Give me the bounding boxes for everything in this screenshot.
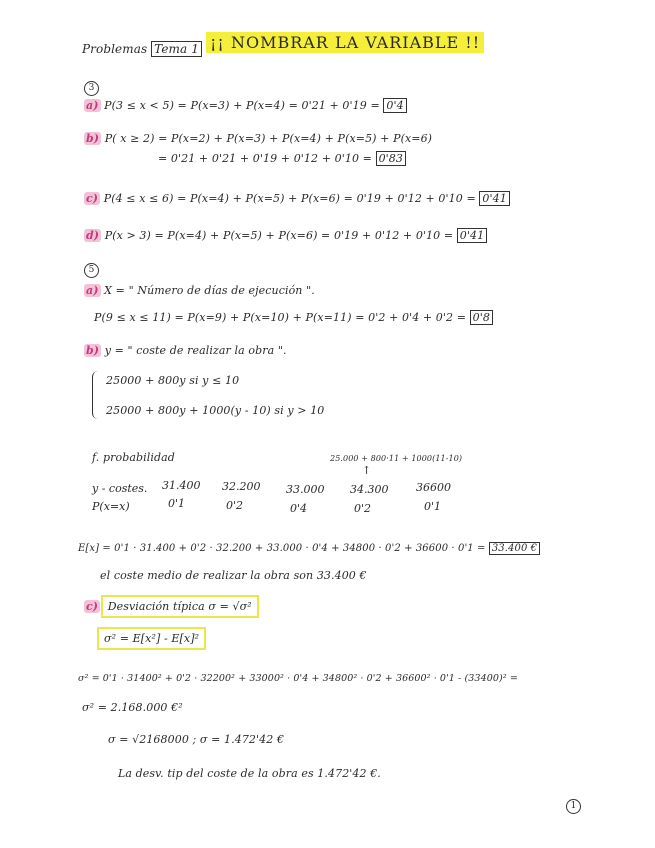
ex3-b2 [158, 152, 406, 166]
expectation-text: el coste medio de realizar la obra son 33.400 € [100, 569, 367, 582]
row1-cell: 36600 [416, 481, 451, 494]
row2-cell: 0'2 [226, 499, 244, 512]
ex5-a [84, 284, 315, 298]
sigma-line: σ = √2168000 ; σ = 1.472'42 € [108, 733, 285, 746]
ex3-c [84, 192, 510, 206]
ex3-d-result: 0'41 [457, 228, 487, 243]
expectation-formula: E[x] = 0'1 · 31.400 + 0'2 · 32.200 + 33.000 · 0'4 + 34800 · 0'2 + 36600 · 0'1 = [78, 543, 486, 554]
ex5-b-line1: y = " coste de realizar la obra ". [104, 344, 287, 357]
ex3-number [84, 80, 99, 96]
ex5-circle: 5 [84, 263, 99, 278]
ex3-b-line1: P( x ≥ 2) = P(x=2) + P(x=3) + P(x=4) + P(x=5) + P(x=6) [104, 132, 433, 145]
calc-note: 25.000 + 800·11 + 1000(11-10) [330, 454, 463, 463]
ex5-c-label: c) [86, 600, 99, 613]
header-title: Problemas [82, 42, 148, 56]
ex5-c [84, 600, 256, 614]
final-conclusion: La desv. tip del coste de la obra es 1.472'42 €. [118, 767, 381, 780]
ex5-b-label: b) [86, 344, 100, 357]
ex3-b-line2: = 0'21 + 0'21 + 0'19 + 0'12 + 0'10 = [158, 152, 372, 165]
expectation [78, 542, 540, 556]
row1-cell: 33.000 [286, 483, 325, 496]
row1-cell: 32.200 [222, 480, 261, 493]
cases-brace [92, 371, 101, 419]
case-1: 25000 + 800y si y ≤ 10 [106, 374, 240, 387]
ex3-a-result: 0'4 [383, 98, 406, 113]
header-row [82, 42, 211, 56]
page-number [566, 798, 581, 814]
ex3-a-text: P(3 ≤ x < 5) = P(x=3) + P(x=4) = 0'21 + 0'19 = [104, 99, 380, 112]
variance-definition: σ² = E[x²] - E[x]² [100, 630, 203, 647]
ex5-a-label: a) [86, 284, 99, 297]
ex3-b [84, 132, 432, 146]
ex3-b-result: 0'83 [376, 151, 406, 166]
variance-def-row [100, 632, 203, 646]
row1-cell: 31.400 [162, 479, 201, 492]
banner [206, 33, 484, 52]
row1-label: y - costes. [92, 482, 148, 495]
row2-label: P(x=x) [92, 500, 130, 513]
deviation-title: Desviación típica σ = √σ² [104, 598, 256, 615]
row2-cell: 0'1 [168, 497, 186, 510]
f-probabilidad: f. probabilidad [92, 451, 175, 464]
ex3-c-result: 0'41 [479, 191, 509, 206]
row2-cell: 0'1 [424, 500, 442, 513]
page-number-circle: 1 [566, 799, 581, 814]
note-arrow: ↑ [362, 464, 372, 477]
ex3-a-label: a) [86, 99, 99, 112]
expectation-result: 33.400 € [489, 542, 540, 555]
ex5-number [84, 262, 99, 278]
ex5-b [84, 344, 287, 358]
variance-calc: σ² = 0'1 · 31400² + 0'2 · 32200² + 33000² · 0'4 + 34800² · 0'2 + 36600² · 0'1 - (33400)² = [78, 673, 518, 684]
ex3-c-label: c) [86, 192, 99, 205]
banner-text: ¡¡ NOMBRAR LA VARIABLE !! [206, 32, 484, 53]
row2-cell: 0'4 [290, 502, 308, 515]
ex3-d [84, 229, 487, 243]
ex3-b-label: b) [86, 132, 100, 145]
ex3-d-text: P(x > 3) = P(x=4) + P(x=5) + P(x=6) = 0'19 + 0'12 + 0'10 = [104, 229, 454, 242]
ex3-circle: 3 [84, 81, 99, 96]
variance-result: σ² = 2.168.000 €² [82, 701, 183, 714]
case-2: 25000 + 800y + 1000(y - 10) si y > 10 [106, 404, 325, 417]
ex3-c-text: P(4 ≤ x ≤ 6) = P(x=4) + P(x=5) + P(x=6) = 0'19 + 0'12 + 0'10 = [103, 192, 476, 205]
ex5-a-line2: P(9 ≤ x ≤ 11) = P(x=9) + P(x=10) + P(x=11) = 0'2 + 0'4 + 0'2 = [94, 311, 467, 324]
ex3-a [84, 99, 407, 113]
ex3-d-label: d) [86, 229, 100, 242]
row2-cell: 0'2 [354, 502, 372, 515]
ex5-a-result: 0'8 [470, 310, 493, 325]
ex5-a-line1: X = " Número de días de ejecución ". [104, 284, 315, 297]
topic-box: Tema 1 [151, 41, 202, 57]
ex5-a2 [94, 311, 493, 325]
row1-cell: 34.300 [350, 483, 389, 496]
